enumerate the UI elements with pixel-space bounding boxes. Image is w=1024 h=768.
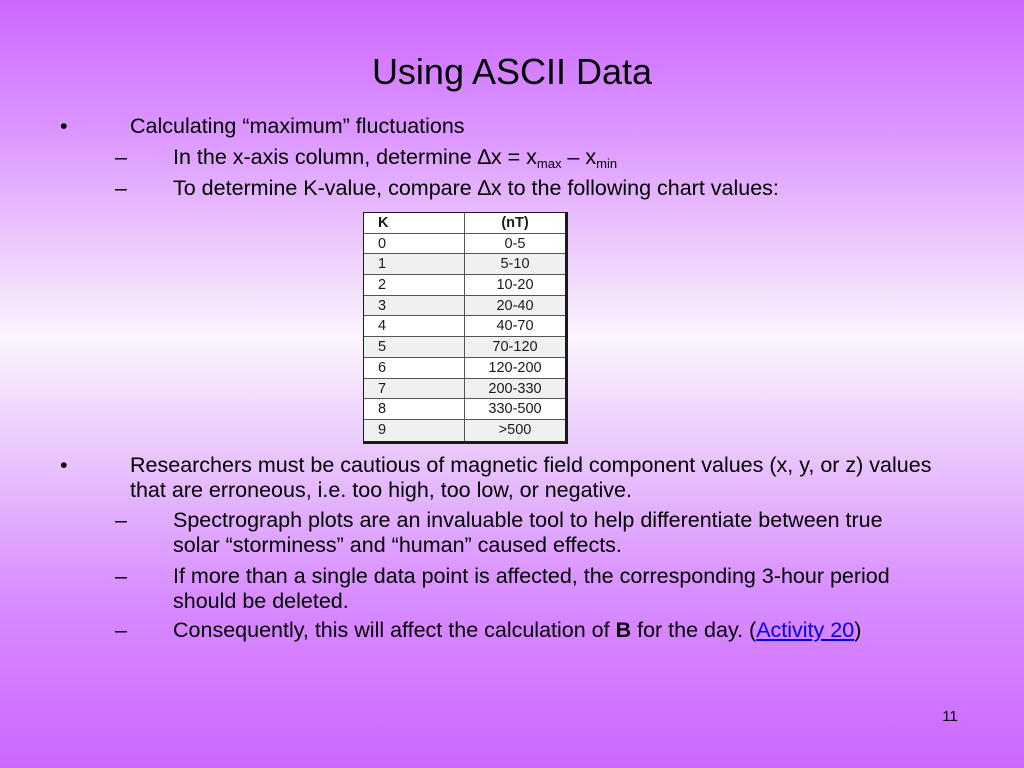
bullet-marker: • <box>60 114 68 138</box>
slide-number: 11 <box>942 708 958 725</box>
k-value-cell: 0 <box>364 234 465 254</box>
sub-bullet-2-3-text <box>173 618 958 643</box>
nt-range-cell: 200-330 <box>488 380 542 397</box>
bold-b: B <box>615 618 632 642</box>
k-value-cell: 3 <box>364 296 465 316</box>
slide-title: Using ASCII Data <box>371 51 653 92</box>
text-segment: x to the following chart values: <box>490 176 779 200</box>
k-value-cell: 7 <box>364 379 465 399</box>
text-segment: ) <box>854 618 862 642</box>
k-value-cell: 5 <box>364 337 465 357</box>
nt-range-cell: 40-70 <box>496 318 534 335</box>
table-row <box>364 420 565 441</box>
text-segment: In the x-axis column, determine <box>173 145 478 169</box>
sub-bullet-2-1-text: Spectrograph plots are an invaluable tool to help differentiate between true solar “storminess” and “human” caused effects. <box>173 508 883 557</box>
text-segment: Consequently, this will affect the calculation of <box>173 618 616 642</box>
bullet-1-text: Calculating “maximum” fluctuations <box>130 114 465 138</box>
subscript-max: max <box>536 156 562 171</box>
nt-range-cell: 0-5 <box>504 235 526 252</box>
k-value-cell: 6 <box>364 358 465 378</box>
nt-range-cell: 70-120 <box>492 339 538 356</box>
k-value-cell: 9 <box>364 420 465 441</box>
text-segment: To determine K-value, compare <box>173 176 478 200</box>
text-segment: – x <box>561 145 597 169</box>
sub-bullet-2-2-text: If more than a single data point is affected, the corresponding 3-hour period should be deleted. <box>173 564 890 613</box>
k-value-cell: 2 <box>364 275 465 295</box>
table-row <box>364 275 565 296</box>
table-header-row <box>364 213 565 234</box>
nt-range-cell: >500 <box>498 421 532 438</box>
table-row <box>364 337 565 358</box>
bullet-2-text: Researchers must be cautious of magnetic field component values (x, y, or z) values that are erroneous, i.e. too high, too low, or negative. <box>130 453 932 502</box>
nt-range-cell: 20-40 <box>496 297 534 314</box>
k-value-cell: 1 <box>364 254 465 274</box>
table-row <box>364 399 565 420</box>
dash-marker: – <box>115 145 127 169</box>
table-row <box>364 254 565 275</box>
nt-range-cell: 5-10 <box>500 256 530 273</box>
header-k: K <box>364 213 465 233</box>
sub-bullet-1-2-text <box>173 176 963 201</box>
text-segment: x = x <box>490 145 537 169</box>
nt-range-cell: 10-20 <box>496 277 534 294</box>
text-segment: for the day. ( <box>631 618 757 642</box>
activity-20-link[interactable]: Activity 20 <box>756 618 855 642</box>
sub-bullet-1-1-text <box>173 145 963 170</box>
dash-marker: – <box>115 564 127 588</box>
nt-range-cell: 330-500 <box>488 401 542 418</box>
delta-symbol: ∆ <box>477 145 491 169</box>
k-value-cell: 4 <box>364 316 465 336</box>
nt-range-cell: 120-200 <box>488 359 542 376</box>
delta-symbol: ∆ <box>477 176 491 200</box>
dash-marker: – <box>115 618 127 642</box>
bullet-marker: • <box>60 453 68 477</box>
k-value-cell: 8 <box>364 399 465 419</box>
subscript-min: min <box>596 156 618 171</box>
dash-marker: – <box>115 176 127 200</box>
table-row <box>364 234 565 255</box>
header-nt: (nT) <box>501 215 529 231</box>
k-value-table <box>363 212 568 444</box>
table-row <box>364 379 565 400</box>
dash-marker: – <box>115 508 127 532</box>
table-row <box>364 296 565 317</box>
table-row <box>364 358 565 379</box>
table-row <box>364 316 565 337</box>
